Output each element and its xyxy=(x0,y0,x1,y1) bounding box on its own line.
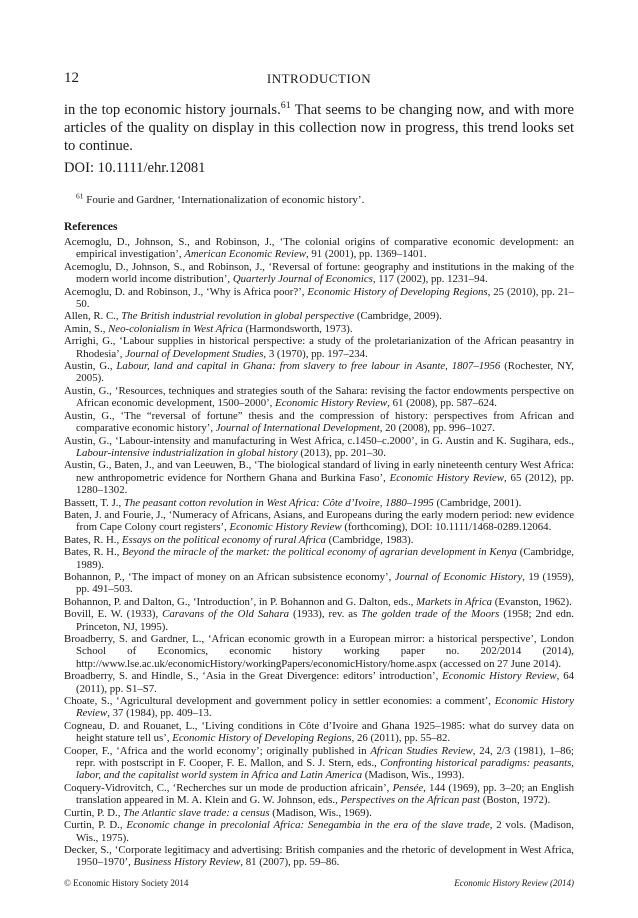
reference-item xyxy=(64,782,574,807)
reference-item xyxy=(64,844,574,869)
reference-title: American Economic Review xyxy=(184,248,306,261)
reference-text: , 61 (2008), pp. 587–624. xyxy=(387,397,497,410)
reference-title: Economic History of Developing Regions xyxy=(172,732,352,745)
reference-text: Austin, G., xyxy=(64,360,117,373)
reference-text: Austin, G., Baten, J., and van Leeuwen, B., ‘The biological standard of living in early nineteenth century West Africa: new anthropometric evidence for Northern Ghana and Burkina Faso’, xyxy=(64,459,574,484)
reference-item xyxy=(64,286,574,311)
reference-text: Arrighi, G., ‘Labour supplies in historical perspective: a study of the proletarianization of the African peasantry in Rhodesia’, xyxy=(64,335,574,360)
doi: DOI: 10.1111/ehr.12081 xyxy=(64,160,206,176)
reference-text: Broadberry, S. and Hindle, S., ‘Asia in the Great Divergence: editors’ introduction’, xyxy=(64,670,443,683)
reference-text: Austin, G., ‘Resources, techniques and strategies south of the Sahara: revising the factor endowments perspective on African economic development, 1500–2000’, xyxy=(64,384,574,410)
footnote xyxy=(76,191,365,206)
reference-title: Business History Review xyxy=(133,856,241,869)
reference-title: Journal of International Development xyxy=(215,422,380,435)
reference-text: , 117 (2002), pp. 1231–94. xyxy=(372,273,488,286)
reference-text: Acemoglu, D., Johnson, S., and Robinson, J., ‘Reversal of fortune: geography and institutions in the making of the modern world income distribution’, xyxy=(64,260,574,286)
reference-item xyxy=(64,509,574,534)
reference-text: Bassett, T. J., xyxy=(64,496,124,509)
reference-text: (Madison, Wis., 1993). xyxy=(362,769,465,782)
reference-title: Neo-colonialism in West Africa xyxy=(108,322,243,335)
reference-text: Bates, R. H., xyxy=(64,533,122,546)
reference-text: (Cambridge, 2001). xyxy=(433,496,522,509)
reference-text: , 3 (1970), pp. 197–234. xyxy=(263,347,368,360)
reference-text: Acemoglu, D., Johnson, S., and Robinson, J., ‘The colonial origins of comparative economic development: an empirical investigation’, xyxy=(64,236,574,261)
reference-text: (Cambridge, 1983). xyxy=(325,533,414,546)
reference-item xyxy=(64,546,574,571)
reference-title: Economic History of Developing Regions xyxy=(307,285,488,298)
reference-title: Confronting historical paradigms: peasants, labor, and the capitalist world system in Africa and Latin America xyxy=(76,757,574,782)
reference-text: , 25 (2010), pp. 21–50. xyxy=(76,285,575,311)
reference-title: The British industrial revolution in global perspective xyxy=(121,310,355,323)
reference-text: (2013), pp. 201–30. xyxy=(297,446,386,459)
reference-text: Curtin, P. D., xyxy=(64,819,127,832)
reference-item xyxy=(64,459,574,496)
reference-text: Decker, S., ‘Corporate legitimacy and advertising: British companies and the rhetoric of development in West Africa, 1950–1970’, xyxy=(64,843,574,869)
reference-text: (Cambridge, 2009). xyxy=(354,310,442,323)
reference-title: Beyond the miracle of the market: the political economy of agrarian development in Kenya xyxy=(122,546,517,559)
reference-title: Pensée xyxy=(392,781,424,794)
reference-title: The peasant cotton revolution in West Africa: Côte d’Ivoire, 1880–1995 xyxy=(123,496,434,509)
reference-text: , 24, 2/3 (1981), 1–86; repr. with postscript in F. Cooper, F. E. Mallon, and S. J. Stern, eds., xyxy=(76,744,574,770)
reference-item xyxy=(64,261,574,286)
reference-text: Bohannon, P. and Dalton, G., ‘Introduction’, in P. Bohannon and G. Dalton, eds., xyxy=(64,595,417,608)
reference-item xyxy=(64,534,574,546)
reference-text: Allen, R. C., xyxy=(64,310,122,323)
reference-text: , 20 (2008), pp. 996–1027. xyxy=(379,422,495,435)
reference-text: , 19 (1959), pp. 491–503. xyxy=(76,570,574,596)
reference-item xyxy=(64,608,574,633)
reference-title: Economic History Review xyxy=(275,397,388,410)
reference-item xyxy=(64,571,574,596)
reference-text: (Harmondsworth, 1973). xyxy=(242,322,353,335)
reference-item xyxy=(64,633,574,670)
body-text-end: That seems to be changing now, and with more articles of the quality on display in this collection now in progress, this trend looks set to continue. xyxy=(64,102,574,154)
body-text-start: in the top economic history journals. xyxy=(64,102,281,118)
reference-item xyxy=(64,323,574,335)
reference-title: The Atlantic slave trade: a census xyxy=(123,806,270,819)
reference-title: Economic History Review xyxy=(389,471,505,484)
reference-text: (Evanston, 1962). xyxy=(492,595,572,608)
reference-text: Amin, S., xyxy=(64,322,109,335)
reference-text: , 144 (1969), pp. 3–20; an English translation appeared in M. A. Klein and G. W. Johnson, eds., xyxy=(76,781,574,807)
reference-title: The golden trade of the Moors xyxy=(361,608,500,621)
reference-item xyxy=(64,819,574,844)
reference-text: Coquery-Vidrovitch, C., ‘Recherches sur un mode de production africain’, xyxy=(64,781,393,794)
reference-item xyxy=(64,497,574,509)
reference-text: Cooper, F., ‘Africa and the world economy’; originally published in xyxy=(64,744,371,757)
reference-text: (1933), rev. as xyxy=(289,608,362,621)
page-number: 12 xyxy=(64,70,79,86)
body-paragraph xyxy=(64,101,574,155)
reference-text: Austin, G., ‘Labour-intensity and manufacturing in West Africa, c.1450–c.2000’, in G. Austin and K. Sugihara, eds., xyxy=(64,434,574,447)
reference-text: (1958; 2nd edn. Princeton, NJ, 1995). xyxy=(76,608,575,633)
reference-text: Choate, S., ‘Agricultural development and government policy in settler economies: a comment’, xyxy=(64,695,495,708)
reference-title: Economic History Review xyxy=(229,521,342,534)
reference-text: Bohannon, P., ‘The impact of money on an African subsistence economy’, xyxy=(64,570,395,583)
reference-item xyxy=(64,236,574,261)
reference-text: , 64 (2011), pp. S1–S7. xyxy=(76,670,574,695)
reference-text: Bovill, E. W. (1933), xyxy=(64,608,163,621)
reference-item xyxy=(64,360,574,385)
reference-item xyxy=(64,745,574,782)
reference-title: Journal of Development Studies xyxy=(125,347,264,360)
reference-item xyxy=(64,435,574,460)
journal-citation: Economic History Review (2014) xyxy=(454,878,574,888)
reference-text: , 26 (2011), pp. 55–82. xyxy=(351,732,451,745)
footnote-number: 61 xyxy=(76,191,84,201)
reference-title: Labour-intensive industrialization in global history xyxy=(76,446,298,459)
reference-text: Baten, J. and Fourie, J., ‘Numeracy of Africans, Asians, and Europeans during the early modern period: new evidence from Cape Colony court registers’, xyxy=(64,508,574,534)
reference-title: Perspectives on the African past xyxy=(340,794,481,807)
reference-title: Labour, land and capital in Ghana: from slavery to free labour in Asante, 1807–1956 xyxy=(116,360,501,373)
reference-text: Austin, G., ‘The “reversal of fortune” thesis and the compression of history: perspectives from African and comparative economic history’, xyxy=(64,409,574,435)
reference-text: (Boston, 1972). xyxy=(480,794,551,807)
references-list xyxy=(64,236,574,869)
reference-text: Cogneau, D. and Rouanet, L., ‘Living conditions in Côte d’Ivoire and Ghana 1925–1985: what do survey data on height stature tell us’, xyxy=(64,719,574,745)
reference-text: , 91 (2001), pp. 1369–1401. xyxy=(305,248,427,261)
reference-text: Bates, R. H., xyxy=(64,546,123,559)
reference-text: , 37 (1984), pp. 409–13. xyxy=(107,707,212,720)
reference-text: , 65 (2012), pp. 1280–1302. xyxy=(76,471,574,497)
reference-title: Economic change in precolonial Africa: Senegambia in the era of the slave trade xyxy=(126,819,490,832)
footnote-reference[interactable]: 61 xyxy=(280,100,291,112)
reference-item xyxy=(64,695,574,720)
reference-text: , 2 vols. (Madison, Wis., 1975). xyxy=(76,819,575,844)
reference-title: Economic History Review xyxy=(442,670,557,683)
reference-text: Acemoglu, D. and Robinson, J., ‘Why is Africa poor?’, xyxy=(64,285,308,298)
reference-item xyxy=(64,335,574,360)
reference-item xyxy=(64,310,574,322)
running-title: INTRODUCTION xyxy=(266,71,372,86)
references-heading: References xyxy=(64,221,118,233)
reference-text: (Madison, Wis., 1969). xyxy=(269,806,372,819)
copyright-notice: © Economic History Society 2014 xyxy=(64,878,189,888)
reference-title: Journal of Economic History xyxy=(394,570,523,583)
reference-text: (forthcoming), DOI: 10.1111/1468-0289.12064. xyxy=(341,521,552,534)
reference-item xyxy=(64,385,574,410)
reference-title: Quarterly Journal of Economics xyxy=(232,273,373,286)
reference-text: (Rochester, NY, 2005). xyxy=(76,360,575,385)
reference-text: Broadberry, S. and Gardner, L., ‘African economic growth in a European mirror: a historical perspective’, London School of Economics, economic history working paper no. 202/2014 (2014), http://www.lse.ac.uk/economicHistory/workingPapers/economicHistory/home.aspx (accessed on 27 June 2014). xyxy=(64,633,574,670)
reference-text: Curtin, P. D., xyxy=(64,806,124,819)
reference-title: Essays on the political economy of rural Africa xyxy=(121,533,326,546)
reference-title: Economic History Review xyxy=(76,695,574,720)
reference-item xyxy=(64,670,574,695)
reference-title: Caravans of the Old Sahara xyxy=(162,608,290,621)
reference-item xyxy=(64,410,574,435)
page-header xyxy=(64,70,574,90)
reference-text: (Cambridge, 1989). xyxy=(76,546,574,571)
reference-item xyxy=(64,807,574,819)
footnote-text: Fourie and Gardner, ‘Internationalization of economic history’. xyxy=(83,194,365,206)
reference-title: Markets in Africa xyxy=(416,595,493,608)
reference-text: , 81 (2007), pp. 59–86. xyxy=(240,856,340,869)
reference-item xyxy=(64,596,574,608)
reference-item xyxy=(64,720,574,745)
reference-title: African Studies Review xyxy=(370,744,473,757)
